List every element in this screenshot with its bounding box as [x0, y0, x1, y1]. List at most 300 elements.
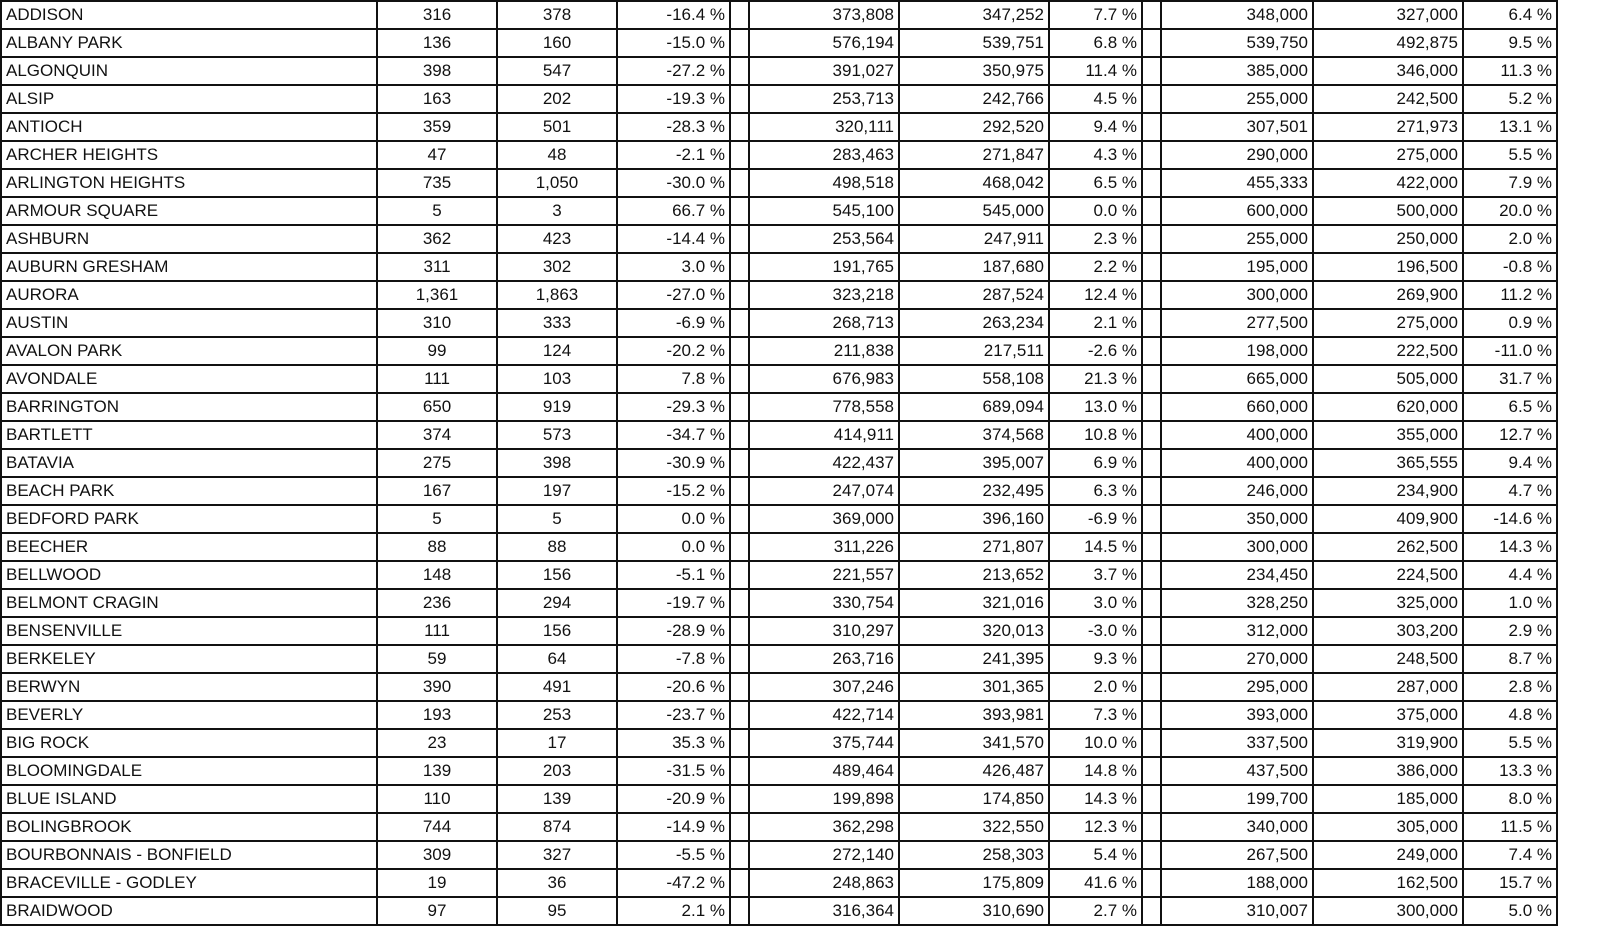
separator-cell — [1142, 785, 1161, 813]
area-name-cell: BRACEVILLE - GODLEY — [1, 869, 377, 897]
value-cell: 202 — [497, 85, 617, 113]
value-cell: 386,000 — [1313, 757, 1463, 785]
area-name-cell: BELLWOOD — [1, 561, 377, 589]
percent-change-cell: -19.3 % — [617, 85, 730, 113]
value-cell: 312,000 — [1161, 617, 1313, 645]
value-cell: 310,007 — [1161, 897, 1313, 925]
value-cell: 287,000 — [1313, 673, 1463, 701]
separator-cell — [730, 897, 749, 925]
value-cell: 378 — [497, 1, 617, 29]
separator-cell — [730, 533, 749, 561]
percent-change-cell: -27.0 % — [617, 281, 730, 309]
percent-change-cell: 4.8 % — [1463, 701, 1557, 729]
value-cell: 310,297 — [749, 617, 899, 645]
table-row — [1, 813, 1557, 841]
percent-change-cell: 14.8 % — [1049, 757, 1142, 785]
separator-cell — [730, 85, 749, 113]
separator-cell — [1142, 29, 1161, 57]
value-cell: 311,226 — [749, 533, 899, 561]
value-cell: 346,000 — [1313, 57, 1463, 85]
value-cell: 437,500 — [1161, 757, 1313, 785]
percent-change-cell: -0.8 % — [1463, 253, 1557, 281]
percent-change-cell: 9.4 % — [1049, 113, 1142, 141]
value-cell: 350,000 — [1161, 505, 1313, 533]
percent-change-cell: 13.0 % — [1049, 393, 1142, 421]
value-cell: 391,027 — [749, 57, 899, 85]
value-cell: 539,750 — [1161, 29, 1313, 57]
area-name-cell: ALGONQUIN — [1, 57, 377, 85]
value-cell: 247,911 — [899, 225, 1049, 253]
table-row — [1, 85, 1557, 113]
value-cell: 17 — [497, 729, 617, 757]
value-cell: 665,000 — [1161, 365, 1313, 393]
value-cell: 395,007 — [899, 449, 1049, 477]
value-cell: 88 — [497, 533, 617, 561]
area-name-cell: ADDISON — [1, 1, 377, 29]
table-row — [1, 253, 1557, 281]
value-cell: 492,875 — [1313, 29, 1463, 57]
area-name-cell: AVALON PARK — [1, 337, 377, 365]
value-cell: 660,000 — [1161, 393, 1313, 421]
value-cell: 327 — [497, 841, 617, 869]
value-cell: 498,518 — [749, 169, 899, 197]
table-row — [1, 673, 1557, 701]
separator-cell — [1142, 617, 1161, 645]
separator-cell — [1142, 1, 1161, 29]
value-cell: 576,194 — [749, 29, 899, 57]
separator-cell — [1142, 561, 1161, 589]
value-cell: 139 — [377, 757, 497, 785]
value-cell: 185,000 — [1313, 785, 1463, 813]
value-cell: 99 — [377, 337, 497, 365]
value-cell: 191,765 — [749, 253, 899, 281]
separator-cell — [1142, 113, 1161, 141]
table-row — [1, 645, 1557, 673]
separator-cell — [730, 113, 749, 141]
separator-cell — [730, 841, 749, 869]
table-row — [1, 505, 1557, 533]
value-cell: 275 — [377, 449, 497, 477]
area-name-cell: ALBANY PARK — [1, 29, 377, 57]
value-cell: 311 — [377, 253, 497, 281]
separator-cell — [730, 673, 749, 701]
value-cell: 193 — [377, 701, 497, 729]
value-cell: 253 — [497, 701, 617, 729]
percent-change-cell: -28.3 % — [617, 113, 730, 141]
value-cell: 348,000 — [1161, 1, 1313, 29]
percent-change-cell: -5.5 % — [617, 841, 730, 869]
separator-cell — [730, 253, 749, 281]
separator-cell — [730, 729, 749, 757]
area-name-cell: BIG ROCK — [1, 729, 377, 757]
percent-change-cell: 0.0 % — [1049, 197, 1142, 225]
separator-cell — [730, 393, 749, 421]
value-cell: 124 — [497, 337, 617, 365]
value-cell: 97 — [377, 897, 497, 925]
percent-change-cell: 6.5 % — [1049, 169, 1142, 197]
value-cell: 262,500 — [1313, 533, 1463, 561]
value-cell: 310 — [377, 309, 497, 337]
percent-change-cell: 7.7 % — [1049, 1, 1142, 29]
table-row — [1, 477, 1557, 505]
percent-change-cell: 2.7 % — [1049, 897, 1142, 925]
value-cell: 375,000 — [1313, 701, 1463, 729]
separator-cell — [1142, 57, 1161, 85]
area-name-cell: ASHBURN — [1, 225, 377, 253]
value-cell: 414,911 — [749, 421, 899, 449]
value-cell: 359 — [377, 113, 497, 141]
area-name-cell: ARLINGTON HEIGHTS — [1, 169, 377, 197]
value-cell: 48 — [497, 141, 617, 169]
percent-change-cell: 0.0 % — [617, 505, 730, 533]
value-cell: 373,808 — [749, 1, 899, 29]
area-name-cell: BEDFORD PARK — [1, 505, 377, 533]
separator-cell — [730, 29, 749, 57]
value-cell: 272,140 — [749, 841, 899, 869]
value-cell: 501 — [497, 113, 617, 141]
area-name-cell: BATAVIA — [1, 449, 377, 477]
value-cell: 744 — [377, 813, 497, 841]
separator-cell — [1142, 897, 1161, 925]
value-cell: 545,100 — [749, 197, 899, 225]
value-cell: 136 — [377, 29, 497, 57]
value-cell: 236 — [377, 589, 497, 617]
value-cell: 600,000 — [1161, 197, 1313, 225]
percent-change-cell: 2.0 % — [1463, 225, 1557, 253]
value-cell: 310,690 — [899, 897, 1049, 925]
separator-cell — [730, 225, 749, 253]
value-cell: 213,652 — [899, 561, 1049, 589]
separator-cell — [730, 813, 749, 841]
table-row — [1, 617, 1557, 645]
value-cell: 175,809 — [899, 869, 1049, 897]
area-name-cell: BOURBONNAIS - BONFIELD — [1, 841, 377, 869]
value-cell: 300,000 — [1161, 281, 1313, 309]
separator-cell — [1142, 533, 1161, 561]
separator-cell — [1142, 869, 1161, 897]
value-cell: 320,111 — [749, 113, 899, 141]
value-cell: 393,981 — [899, 701, 1049, 729]
value-cell: 327,000 — [1313, 1, 1463, 29]
percent-change-cell: 1.0 % — [1463, 589, 1557, 617]
value-cell: 234,450 — [1161, 561, 1313, 589]
value-cell: 468,042 — [899, 169, 1049, 197]
value-cell: 187,680 — [899, 253, 1049, 281]
value-cell: 295,000 — [1161, 673, 1313, 701]
value-cell: 64 — [497, 645, 617, 673]
value-cell: 362 — [377, 225, 497, 253]
percent-change-cell: -5.1 % — [617, 561, 730, 589]
value-cell: 292,520 — [899, 113, 1049, 141]
percent-change-cell: 9.5 % — [1463, 29, 1557, 57]
value-cell: 400,000 — [1161, 449, 1313, 477]
percent-change-cell: 11.4 % — [1049, 57, 1142, 85]
percent-change-cell: 12.4 % — [1049, 281, 1142, 309]
area-name-cell: BOLINGBROOK — [1, 813, 377, 841]
value-cell: 250,000 — [1313, 225, 1463, 253]
value-cell: 160 — [497, 29, 617, 57]
value-cell: 422,714 — [749, 701, 899, 729]
percent-change-cell: -20.9 % — [617, 785, 730, 813]
value-cell: 241,395 — [899, 645, 1049, 673]
percent-change-cell: 13.3 % — [1463, 757, 1557, 785]
value-cell: 247,074 — [749, 477, 899, 505]
percent-change-cell: -20.6 % — [617, 673, 730, 701]
percent-change-cell: 14.3 % — [1049, 785, 1142, 813]
percent-change-cell: 8.7 % — [1463, 645, 1557, 673]
value-cell: 689,094 — [899, 393, 1049, 421]
area-name-cell: BARRINGTON — [1, 393, 377, 421]
percent-change-cell: -15.2 % — [617, 477, 730, 505]
value-cell: 110 — [377, 785, 497, 813]
value-cell: 328,250 — [1161, 589, 1313, 617]
percent-change-cell: 5.4 % — [1049, 841, 1142, 869]
value-cell: 196,500 — [1313, 253, 1463, 281]
percent-change-cell: -27.2 % — [617, 57, 730, 85]
percent-change-cell: 0.9 % — [1463, 309, 1557, 337]
value-cell: 5 — [377, 197, 497, 225]
percent-change-cell: -23.7 % — [617, 701, 730, 729]
percent-change-cell: 35.3 % — [617, 729, 730, 757]
percent-change-cell: -3.0 % — [1049, 617, 1142, 645]
value-cell: 558,108 — [899, 365, 1049, 393]
value-cell: 249,000 — [1313, 841, 1463, 869]
separator-cell — [1142, 477, 1161, 505]
separator-cell — [1142, 505, 1161, 533]
table-row — [1, 113, 1557, 141]
percent-change-cell: -19.7 % — [617, 589, 730, 617]
table-row — [1, 1, 1557, 29]
percent-change-cell: 9.3 % — [1049, 645, 1142, 673]
value-cell: 47 — [377, 141, 497, 169]
area-name-cell: BRAIDWOOD — [1, 897, 377, 925]
separator-cell — [1142, 645, 1161, 673]
value-cell: 309 — [377, 841, 497, 869]
table-row — [1, 169, 1557, 197]
value-cell: 3 — [497, 197, 617, 225]
value-cell: 650 — [377, 393, 497, 421]
value-cell: 1,361 — [377, 281, 497, 309]
area-name-cell: AURORA — [1, 281, 377, 309]
value-cell: 163 — [377, 85, 497, 113]
percent-change-cell: 2.9 % — [1463, 617, 1557, 645]
percent-change-cell: 5.0 % — [1463, 897, 1557, 925]
value-cell: 400,000 — [1161, 421, 1313, 449]
percent-change-cell: 21.3 % — [1049, 365, 1142, 393]
value-cell: 95 — [497, 897, 617, 925]
separator-cell — [1142, 225, 1161, 253]
percent-change-cell: 14.3 % — [1463, 533, 1557, 561]
value-cell: 283,463 — [749, 141, 899, 169]
value-cell: 248,863 — [749, 869, 899, 897]
table-row — [1, 141, 1557, 169]
value-cell: 23 — [377, 729, 497, 757]
value-cell: 337,500 — [1161, 729, 1313, 757]
percent-change-cell: -2.6 % — [1049, 337, 1142, 365]
separator-cell — [730, 785, 749, 813]
separator-cell — [730, 589, 749, 617]
value-cell: 199,898 — [749, 785, 899, 813]
percent-change-cell: 9.4 % — [1463, 449, 1557, 477]
value-cell: 253,564 — [749, 225, 899, 253]
separator-cell — [1142, 421, 1161, 449]
percent-change-cell: 8.0 % — [1463, 785, 1557, 813]
value-cell: 199,700 — [1161, 785, 1313, 813]
percent-change-cell: -16.4 % — [617, 1, 730, 29]
area-name-cell: BERKELEY — [1, 645, 377, 673]
value-cell: 321,016 — [899, 589, 1049, 617]
value-cell: 188,000 — [1161, 869, 1313, 897]
value-cell: 393,000 — [1161, 701, 1313, 729]
value-cell: 234,900 — [1313, 477, 1463, 505]
percent-change-cell: 4.7 % — [1463, 477, 1557, 505]
value-cell: 374,568 — [899, 421, 1049, 449]
area-name-cell: BARTLETT — [1, 421, 377, 449]
percent-change-cell: 6.4 % — [1463, 1, 1557, 29]
percent-change-cell: 10.0 % — [1049, 729, 1142, 757]
value-cell: 539,751 — [899, 29, 1049, 57]
value-cell: 500,000 — [1313, 197, 1463, 225]
table-row — [1, 225, 1557, 253]
value-cell: 375,744 — [749, 729, 899, 757]
value-cell: 316,364 — [749, 897, 899, 925]
table-row — [1, 533, 1557, 561]
value-cell: 919 — [497, 393, 617, 421]
separator-cell — [730, 449, 749, 477]
value-cell: 505,000 — [1313, 365, 1463, 393]
separator-cell — [730, 421, 749, 449]
value-cell: 156 — [497, 617, 617, 645]
separator-cell — [730, 505, 749, 533]
separator-cell — [1142, 841, 1161, 869]
percent-change-cell: -11.0 % — [1463, 337, 1557, 365]
area-name-cell: ALSIP — [1, 85, 377, 113]
value-cell: 248,500 — [1313, 645, 1463, 673]
percent-change-cell: -28.9 % — [617, 617, 730, 645]
table-row — [1, 757, 1557, 785]
separator-cell — [1142, 729, 1161, 757]
value-cell: 148 — [377, 561, 497, 589]
percent-change-cell: 2.3 % — [1049, 225, 1142, 253]
value-cell: 294 — [497, 589, 617, 617]
value-cell: 322,550 — [899, 813, 1049, 841]
value-cell: 301,365 — [899, 673, 1049, 701]
value-cell: 270,000 — [1161, 645, 1313, 673]
percent-change-cell: 12.3 % — [1049, 813, 1142, 841]
table-row — [1, 57, 1557, 85]
value-cell: 423 — [497, 225, 617, 253]
percent-change-cell: -14.6 % — [1463, 505, 1557, 533]
value-cell: 253,713 — [749, 85, 899, 113]
separator-cell — [730, 141, 749, 169]
area-name-cell: ARCHER HEIGHTS — [1, 141, 377, 169]
percent-change-cell: 3.0 % — [617, 253, 730, 281]
separator-cell — [1142, 701, 1161, 729]
percent-change-cell: 4.5 % — [1049, 85, 1142, 113]
percent-change-cell: 14.5 % — [1049, 533, 1142, 561]
separator-cell — [730, 645, 749, 673]
value-cell: 396,160 — [899, 505, 1049, 533]
value-cell: 174,850 — [899, 785, 1049, 813]
value-cell: 242,500 — [1313, 85, 1463, 113]
value-cell: 307,246 — [749, 673, 899, 701]
value-cell: 275,000 — [1313, 309, 1463, 337]
separator-cell — [730, 701, 749, 729]
value-cell: 350,975 — [899, 57, 1049, 85]
percent-change-cell: -47.2 % — [617, 869, 730, 897]
area-name-cell: BENSENVILLE — [1, 617, 377, 645]
value-cell: 88 — [377, 533, 497, 561]
separator-cell — [1142, 673, 1161, 701]
value-cell: 547 — [497, 57, 617, 85]
percent-change-cell: 12.7 % — [1463, 421, 1557, 449]
table-row — [1, 309, 1557, 337]
table-row — [1, 365, 1557, 393]
value-cell: 36 — [497, 869, 617, 897]
value-cell: 325,000 — [1313, 589, 1463, 617]
table-row — [1, 589, 1557, 617]
percent-change-cell: 3.0 % — [1049, 589, 1142, 617]
percent-change-cell: 13.1 % — [1463, 113, 1557, 141]
separator-cell — [730, 561, 749, 589]
separator-cell — [1142, 169, 1161, 197]
value-cell: 195,000 — [1161, 253, 1313, 281]
value-cell: 167 — [377, 477, 497, 505]
table-row — [1, 701, 1557, 729]
value-cell: 111 — [377, 617, 497, 645]
value-cell: 232,495 — [899, 477, 1049, 505]
value-cell: 422,000 — [1313, 169, 1463, 197]
value-cell: 19 — [377, 869, 497, 897]
value-cell: 305,000 — [1313, 813, 1463, 841]
percent-change-cell: 11.5 % — [1463, 813, 1557, 841]
percent-change-cell: 11.2 % — [1463, 281, 1557, 309]
percent-change-cell: 15.7 % — [1463, 869, 1557, 897]
value-cell: 355,000 — [1313, 421, 1463, 449]
percent-change-cell: 2.1 % — [617, 897, 730, 925]
area-name-cell: BLOOMINGDALE — [1, 757, 377, 785]
value-cell: 198,000 — [1161, 337, 1313, 365]
table-row — [1, 561, 1557, 589]
percent-change-cell: 66.7 % — [617, 197, 730, 225]
value-cell: 197 — [497, 477, 617, 505]
value-cell: 676,983 — [749, 365, 899, 393]
percent-change-cell: -14.4 % — [617, 225, 730, 253]
value-cell: 573 — [497, 421, 617, 449]
value-cell: 320,013 — [899, 617, 1049, 645]
area-name-cell: ARMOUR SQUARE — [1, 197, 377, 225]
area-name-cell: AVONDALE — [1, 365, 377, 393]
percent-change-cell: 2.8 % — [1463, 673, 1557, 701]
table-row — [1, 897, 1557, 925]
separator-cell — [1142, 281, 1161, 309]
percent-change-cell: -30.9 % — [617, 449, 730, 477]
percent-change-cell: -15.0 % — [617, 29, 730, 57]
value-cell: 333 — [497, 309, 617, 337]
percent-change-cell: 7.9 % — [1463, 169, 1557, 197]
value-cell: 426,487 — [899, 757, 1049, 785]
value-cell: 398 — [377, 57, 497, 85]
percent-change-cell: 5.5 % — [1463, 729, 1557, 757]
value-cell: 263,716 — [749, 645, 899, 673]
area-name-cell: BEACH PARK — [1, 477, 377, 505]
value-cell: 255,000 — [1161, 225, 1313, 253]
table-body — [1, 1, 1557, 925]
value-cell: 103 — [497, 365, 617, 393]
separator-cell — [1142, 393, 1161, 421]
percent-change-cell: 20.0 % — [1463, 197, 1557, 225]
value-cell: 222,500 — [1313, 337, 1463, 365]
